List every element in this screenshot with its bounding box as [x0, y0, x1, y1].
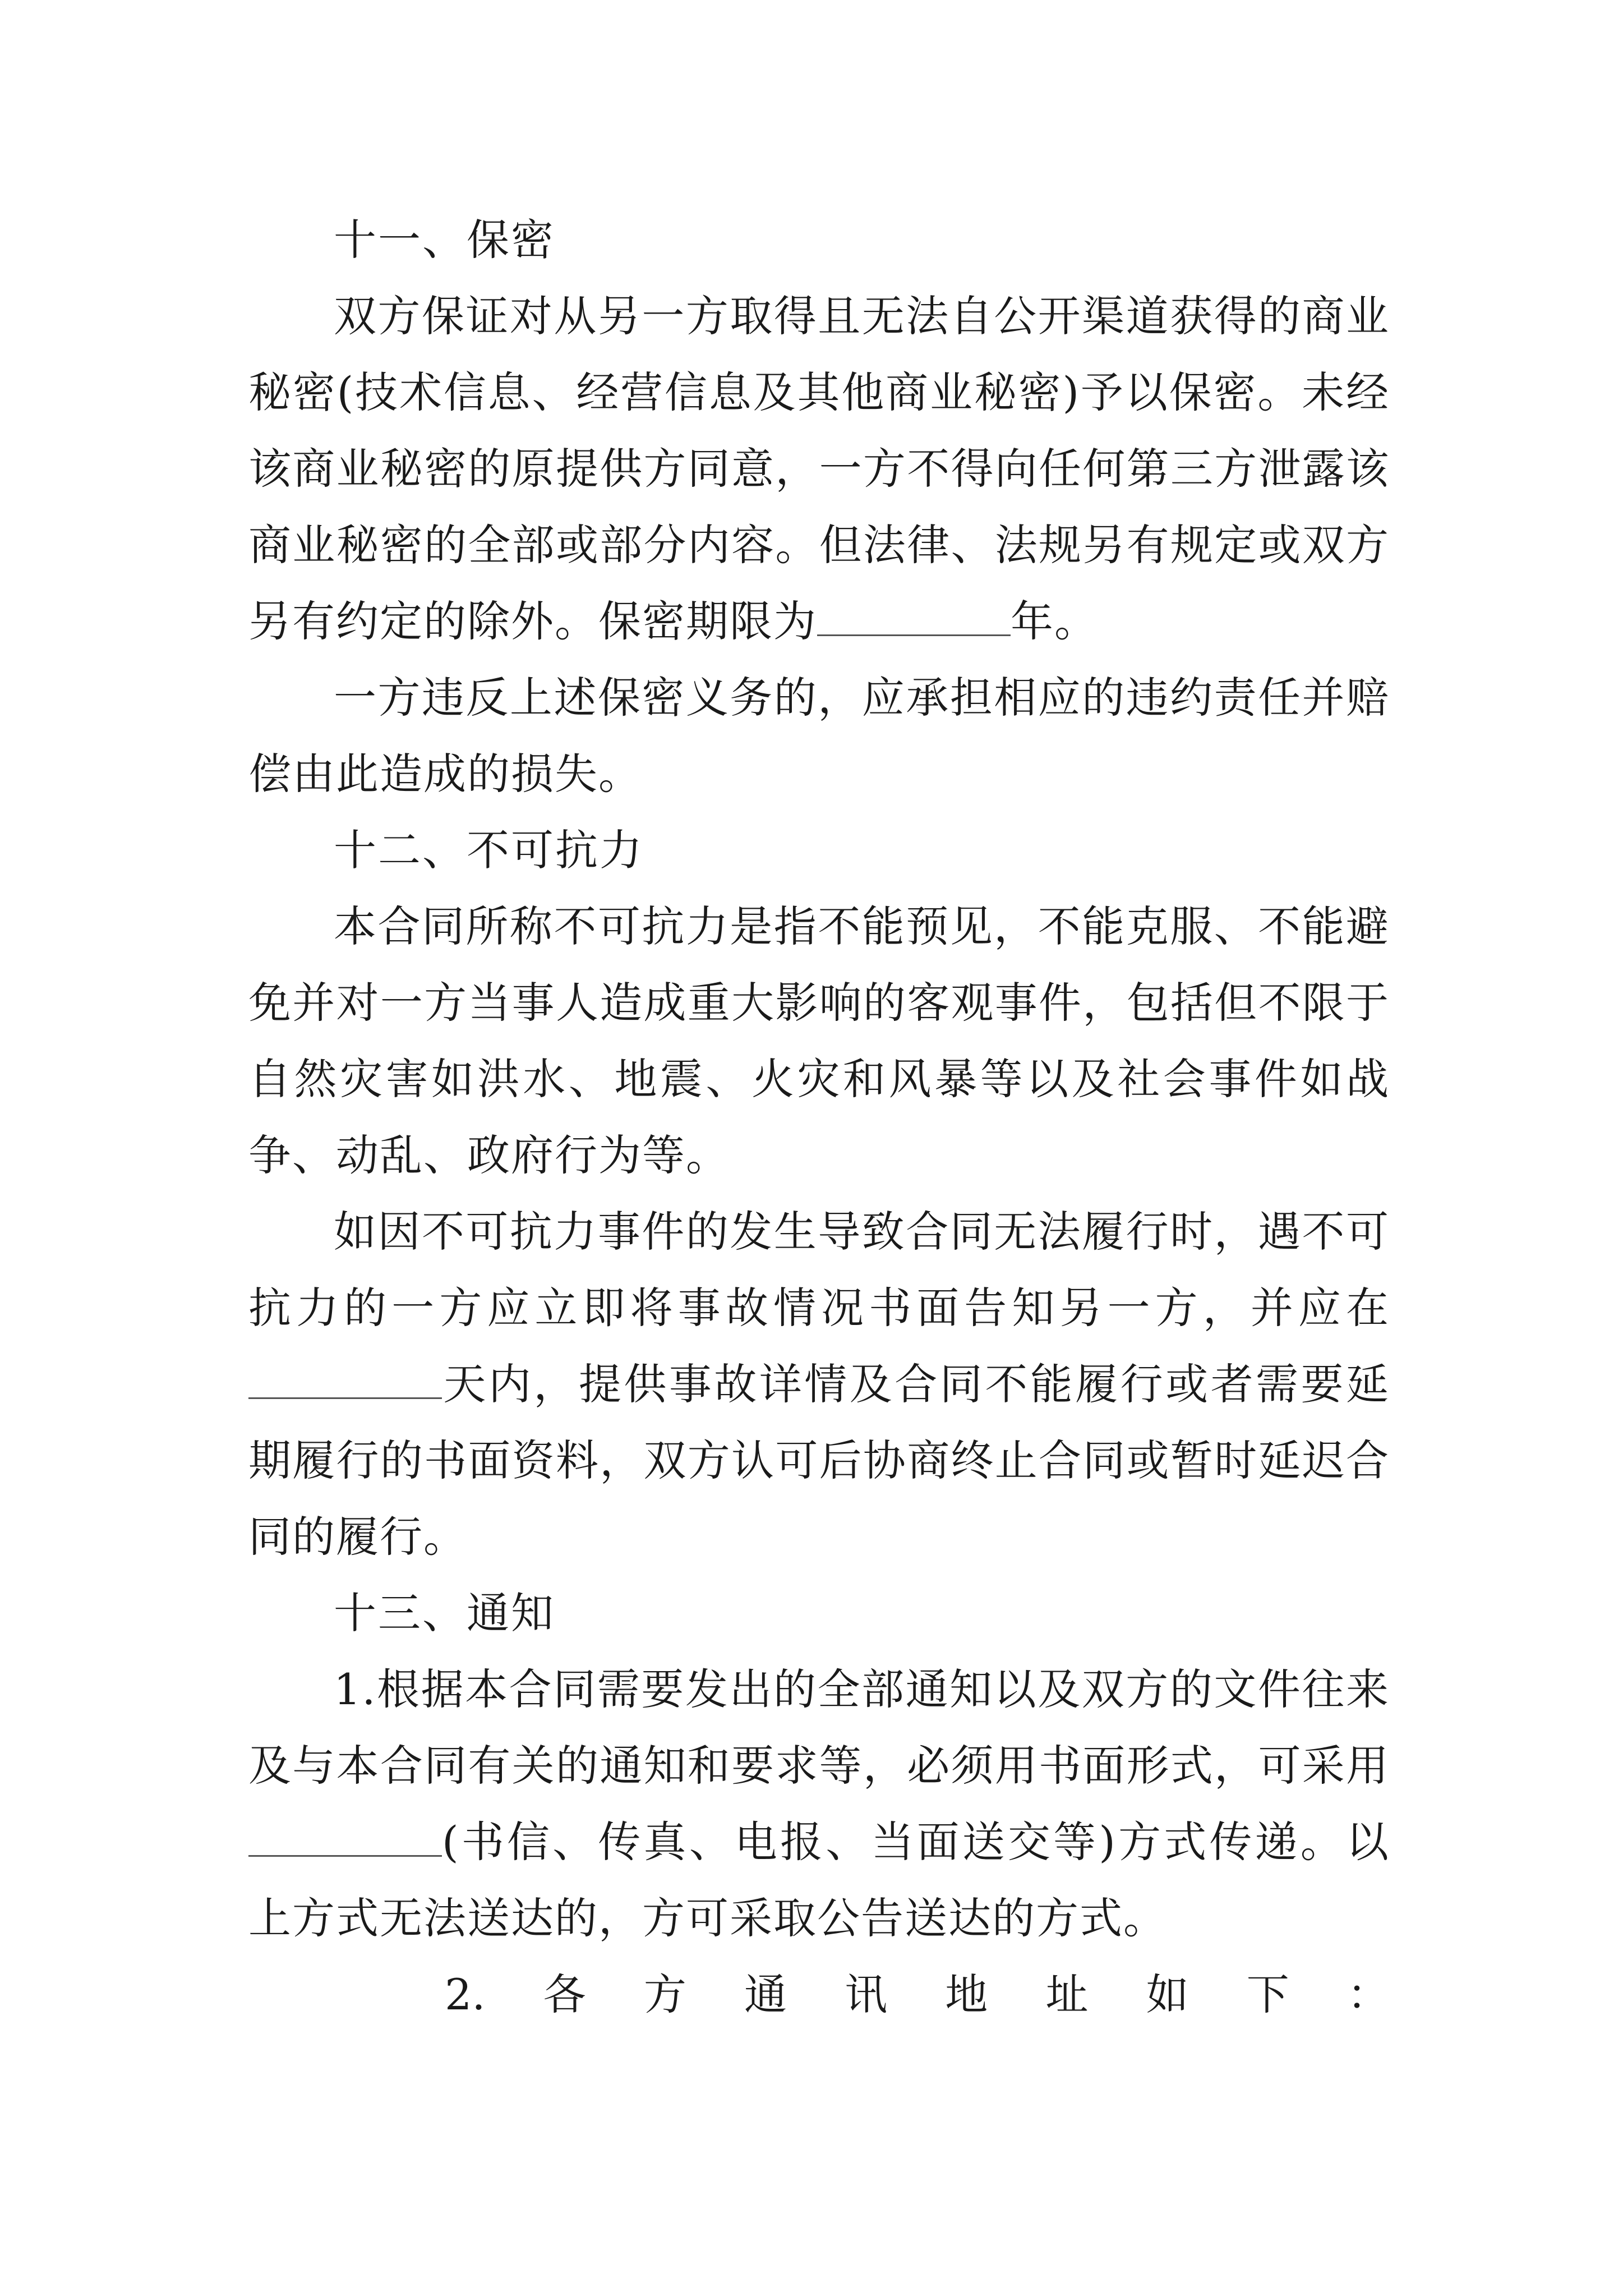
- section-12-paragraph-2-tail: 天内，提供事故详情及合同不能履行或者需要延期履行的书面资料，双方认可后协商终止合同或暂时延迟合同的履行。: [248, 1359, 1390, 1562]
- section-13-heading: 十三、通知: [334, 1588, 555, 1638]
- addr-char: 地: [945, 1970, 988, 2019]
- section-13-paragraph-2: [248, 1957, 1390, 2033]
- addr-char: 址: [1045, 1970, 1089, 2019]
- section-12-paragraph-2-text: 如因不可抗力事件的发生导致合同无法履行时，遇不可抗力的一方应立即将事故情况书面告知另一方，并应在: [248, 1207, 1390, 1333]
- section-13-paragraph-1-text: 1.根据本合同需要发出的全部通知以及双方的文件往来及与本合同有关的通知和要求等，必须用书面形式，可采用: [248, 1664, 1390, 1791]
- addr-char: ：: [1347, 1970, 1390, 2019]
- section-11-paragraph-1-tail: 年。: [1011, 596, 1098, 646]
- section-12-heading: 十二、不可抗力: [334, 825, 644, 875]
- section-11-paragraph-1: [248, 278, 1390, 660]
- section-12-paragraph-1: 本合同所称不可抗力是指不能预见，不能克服、不能避免并对一方当事人造成重大影响的客观事件，包括但不限于自然灾害如洪水、地震、火灾和风暴等以及社会事件如战争、动乱、政府行为等。: [248, 901, 1390, 1180]
- document-page: [248, 202, 1390, 2033]
- notice-days-blank: [248, 1358, 442, 1399]
- addr-char: 通: [744, 1970, 787, 2019]
- section-11-paragraph-1-text: 双方保证对从另一方取得且无法自公开渠道获得的商业秘密(技术信息、经营信息及其他商业秘密)予以保密。未经该商业秘密的原提供方同意，一方不得向任何第三方泄露该商业秘密的全部或部分内容。但法律、法规另有规定或双方另有约定的除外。保密期限为: [248, 291, 1390, 646]
- section-12-paragraph-2: [248, 1194, 1390, 1575]
- section-13-paragraph-1: [248, 1651, 1390, 1957]
- section-13-paragraph-1-tail: (书信、传真、电报、当面送交等)方式传递。以上方式无法送达的，方可采取公告送达的方式。: [248, 1817, 1390, 1943]
- addr-char: 各: [543, 1970, 586, 2019]
- delivery-method-blank: [248, 1816, 442, 1857]
- addr-char: 如: [1146, 1970, 1189, 2019]
- confidentiality-years-blank: [817, 595, 1011, 636]
- addr-char: 下: [1246, 1970, 1289, 2019]
- addr-char: 2.: [445, 1970, 486, 2019]
- addr-char: 讯: [845, 1970, 888, 2019]
- section-11-heading: 十一、保密: [334, 215, 555, 265]
- addr-char: 方: [643, 1970, 686, 2019]
- section-11-paragraph-2: 一方违反上述保密义务的，应承担相应的违约责任并赔偿由此造成的损失。: [248, 673, 1390, 799]
